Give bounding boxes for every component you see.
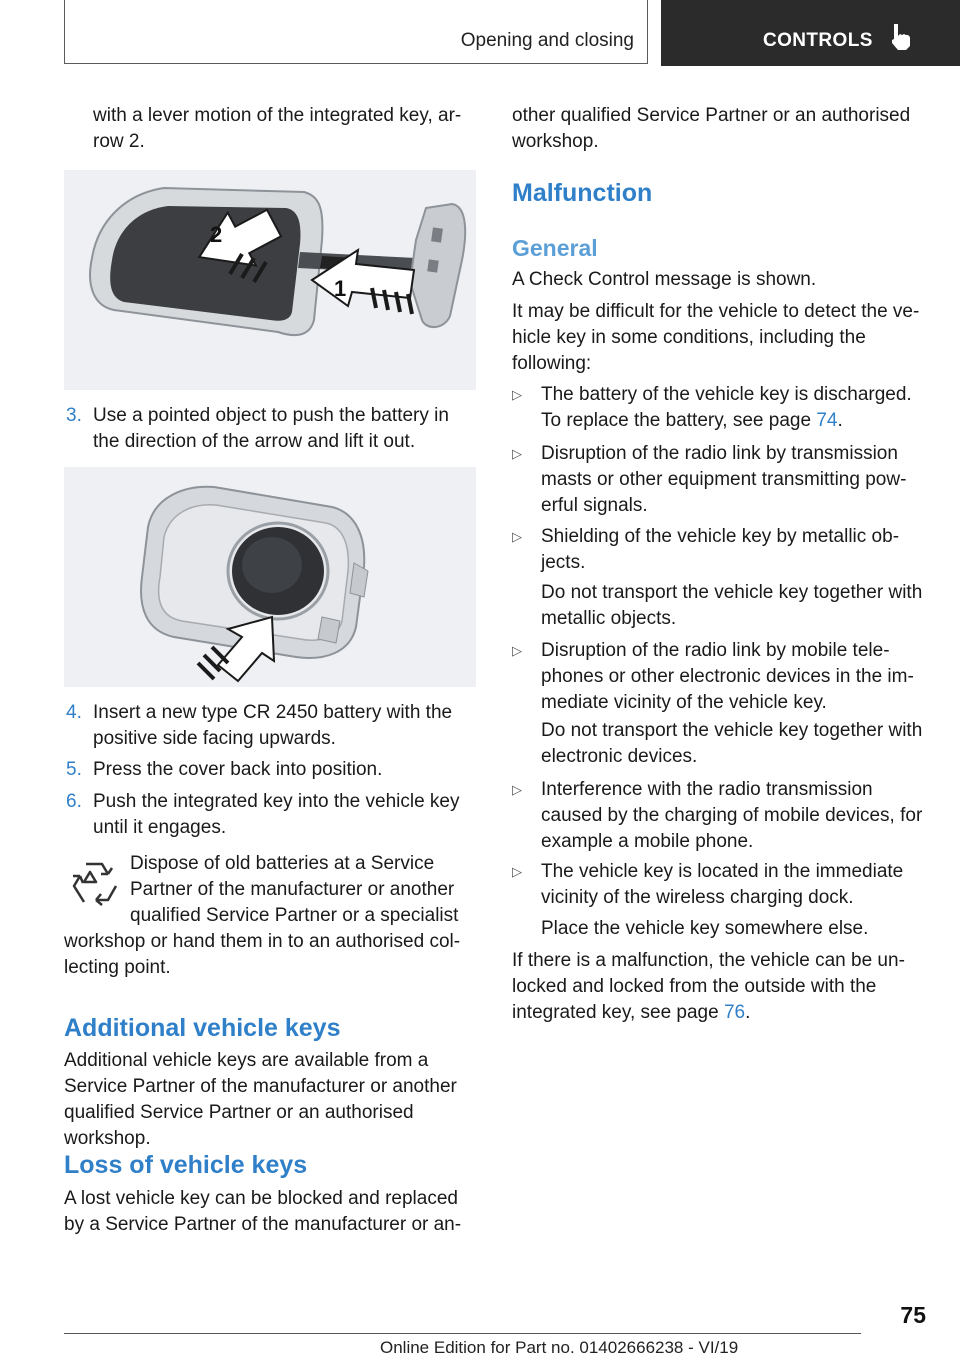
bullet-note: Place the vehicle key somewhere else. [541, 918, 869, 939]
triangle-right-icon: ▷ [512, 864, 522, 879]
bullet-item: Interference with the radio transmission caused by the charging of mobile devices, for example a mobile phone. [541, 779, 923, 852]
step-number: 4. [66, 702, 82, 723]
svg-text:1: 1 [334, 276, 347, 301]
loss-keys-heading: Loss of vehicle keys [64, 1151, 308, 1179]
page-link-74[interactable]: 74 [816, 410, 838, 431]
additional-keys-heading: Additional vehicle keys [64, 1014, 341, 1042]
triangle-right-icon: ▷ [512, 782, 522, 797]
figure-battery-removal [64, 467, 476, 687]
bullet-note: Do not transport the vehicle key together with electronic devices. [541, 720, 923, 767]
bullet-item: The battery of the vehicle key is discharged. To replace the battery, see page 74. [541, 384, 912, 431]
intro-text: with a lever motion of the integrated key, arrow 2. [93, 105, 462, 152]
edition-info: Online Edition for Part no. 01402666238 - VI/19 [380, 1338, 739, 1357]
step-number: 3. [66, 405, 82, 426]
step-text: Push the integrated key into the vehicle key until it engages. [93, 791, 460, 838]
step-text: Use a pointed object to push the battery in the direction of the arrow and lift it out. [93, 405, 449, 452]
step-text: Insert a new type CR 2450 battery with the positive side facing upwards. [93, 702, 453, 749]
footer-divider [64, 1333, 861, 1334]
bullet-item: Disruption of the radio link by transmission masts or other equipment transmitting powerful signals. [541, 443, 907, 516]
step-number: 5. [66, 759, 82, 780]
section-title: Opening and closing [460, 30, 634, 51]
triangle-right-icon: ▷ [512, 446, 522, 461]
chapter-title: CONTROLS [763, 30, 873, 51]
general-heading: General [512, 235, 598, 261]
page-number: 75 [900, 1302, 926, 1328]
triangle-right-icon: ▷ [512, 529, 522, 544]
malfunction-heading: Malfunction [512, 179, 653, 207]
step-number: 6. [66, 791, 82, 812]
figure-key-removal [64, 170, 476, 390]
loss-keys-text: A lost vehicle key can be blocked and replaced by a Service Partner of the manufacturer or an- [64, 1188, 462, 1235]
general-text: A Check Control message is shown. [512, 269, 817, 290]
triangle-right-icon: ▷ [512, 387, 522, 402]
general-text: It may be difficult for the vehicle to detect the vehicle key in some conditions, including the following: [512, 301, 920, 374]
chapter-tab[interactable] [661, 0, 960, 66]
bullet-note: Do not transport the vehicle key together with metallic objects. [541, 582, 923, 629]
pointing-hand-icon [889, 22, 915, 52]
closing-text: If there is a malfunction, the vehicle can be unlocked and locked from the outside with the integrated key, see page 76. [512, 950, 905, 1023]
additional-keys-text: Additional vehicle keys are available from a Service Partner of the manufacturer or another qualified Service Partner or an authorised workshop. [64, 1050, 457, 1149]
continued-text: other qualified Service Partner or an authorised workshop. [512, 105, 911, 152]
step-text: Press the cover back into position. [93, 759, 383, 780]
bullet-item: Shielding of the vehicle key by metallic objects. [541, 526, 900, 573]
page-link-76[interactable]: 76 [723, 1002, 746, 1023]
svg-text:2: 2 [210, 222, 223, 247]
bullet-item: Disruption of the radio link by mobile telephones or other electronic devices in the immediate vicinity of the vehicle key. [541, 640, 914, 713]
bullet-item: The vehicle key is located in the immediate vicinity of the wireless charging dock. [541, 861, 904, 908]
triangle-right-icon: ▷ [512, 643, 522, 658]
dispose-note: Dispose of old batteries at a Service Partner of the manufacturer or another qualified Service Partner or a specialist workshop or hand them in to an authorised collecting point. [64, 853, 461, 978]
